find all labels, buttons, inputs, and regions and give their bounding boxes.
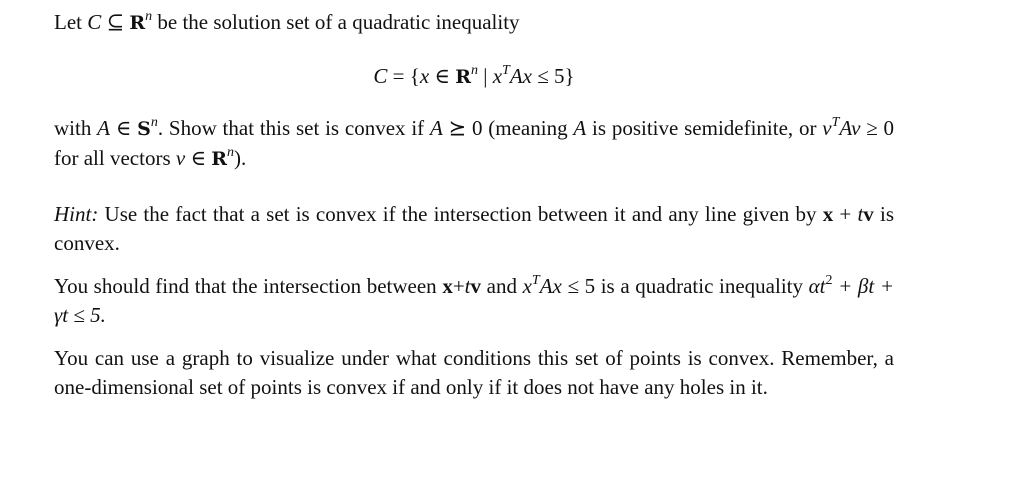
text-segment: is convex. <box>54 202 895 255</box>
text-segment: Let <box>54 10 88 34</box>
math-superscript: n <box>150 115 158 130</box>
math-symbol: v <box>822 116 832 140</box>
math-superscript: 2 <box>825 273 833 288</box>
math-symbol: x <box>492 64 503 88</box>
math-symbol: R <box>455 66 471 88</box>
quadratic-paragraph <box>54 272 894 330</box>
math-symbol: x <box>419 64 430 88</box>
text-segment: ). <box>234 146 247 170</box>
math-symbol: + <box>452 274 465 298</box>
math-symbol: αt <box>808 274 826 298</box>
text-segment: and <box>481 274 523 298</box>
math-symbol: A <box>97 116 110 140</box>
math-symbol: x <box>552 274 562 298</box>
hint-label: Hint: <box>54 202 99 226</box>
math-symbol: ∈ <box>109 116 138 140</box>
hint-paragraph <box>54 200 894 258</box>
math-symbol: x <box>522 274 532 298</box>
math-symbol: v <box>175 146 186 170</box>
math-superscript: n <box>471 63 478 78</box>
text-segment: is positive semidefinite, or <box>586 116 823 140</box>
display-equation <box>54 62 894 92</box>
math-symbol: ⊆ <box>101 10 130 34</box>
math-symbol: + βt + γt ≤ 5. <box>54 274 894 327</box>
text-segment: You should find that the intersection between <box>54 274 443 298</box>
math-superscript: T <box>831 115 840 130</box>
graph-paragraph: You can use a graph to visualize under what conditions this set of points is convex. Remember, a one-dimensional set of points is convex if and only if it does not have any holes in it. <box>54 346 894 399</box>
text-segment: with <box>54 116 98 140</box>
math-symbol: ≤ 5} <box>532 64 575 88</box>
intro-paragraph <box>54 8 894 38</box>
text-segment: ≤ 5 is a quadratic inequality <box>561 274 809 298</box>
math-symbol: A <box>539 274 553 298</box>
math-symbol: v <box>863 202 874 226</box>
math-superscript: n <box>145 9 153 24</box>
math-symbol: x <box>522 64 532 88</box>
text-segment: be the solution set of a quadratic inequality <box>152 10 520 34</box>
math-symbol: t <box>464 274 471 298</box>
math-superscript: T <box>502 63 510 78</box>
math-symbol: ∈ <box>429 64 456 88</box>
math-symbol: x <box>442 274 453 298</box>
text-segment: Use the fact that a set is convex if the intersection between it and any line given by <box>98 202 823 226</box>
math-symbol: C <box>87 10 102 34</box>
math-symbol: A <box>839 116 852 140</box>
math-symbol: R <box>211 148 228 170</box>
math-symbol: t <box>857 202 864 226</box>
math-symbol: v <box>851 116 861 140</box>
text-segment: . Show that this set is convex if <box>157 116 430 140</box>
math-symbol: ∈ <box>185 146 212 170</box>
math-symbol: = { <box>387 64 420 88</box>
math-symbol: S <box>137 118 151 140</box>
text-segment: ⪰ 0 (meaning <box>442 116 574 140</box>
math-symbol: + <box>833 202 858 226</box>
math-symbol: A <box>509 64 523 88</box>
problem-text <box>54 6 894 402</box>
math-superscript: T <box>531 273 540 288</box>
math-symbol: C <box>373 64 388 88</box>
condition-paragraph <box>54 114 894 174</box>
text-segment: ≥ 0 for all vectors <box>54 116 895 170</box>
math-symbol: A <box>429 116 443 140</box>
math-symbol: R <box>129 12 146 34</box>
math-symbol: v <box>470 274 481 298</box>
math-symbol: | <box>478 64 493 88</box>
math-symbol: x <box>822 202 834 226</box>
math-superscript: n <box>227 145 235 160</box>
math-symbol: A <box>573 116 587 140</box>
